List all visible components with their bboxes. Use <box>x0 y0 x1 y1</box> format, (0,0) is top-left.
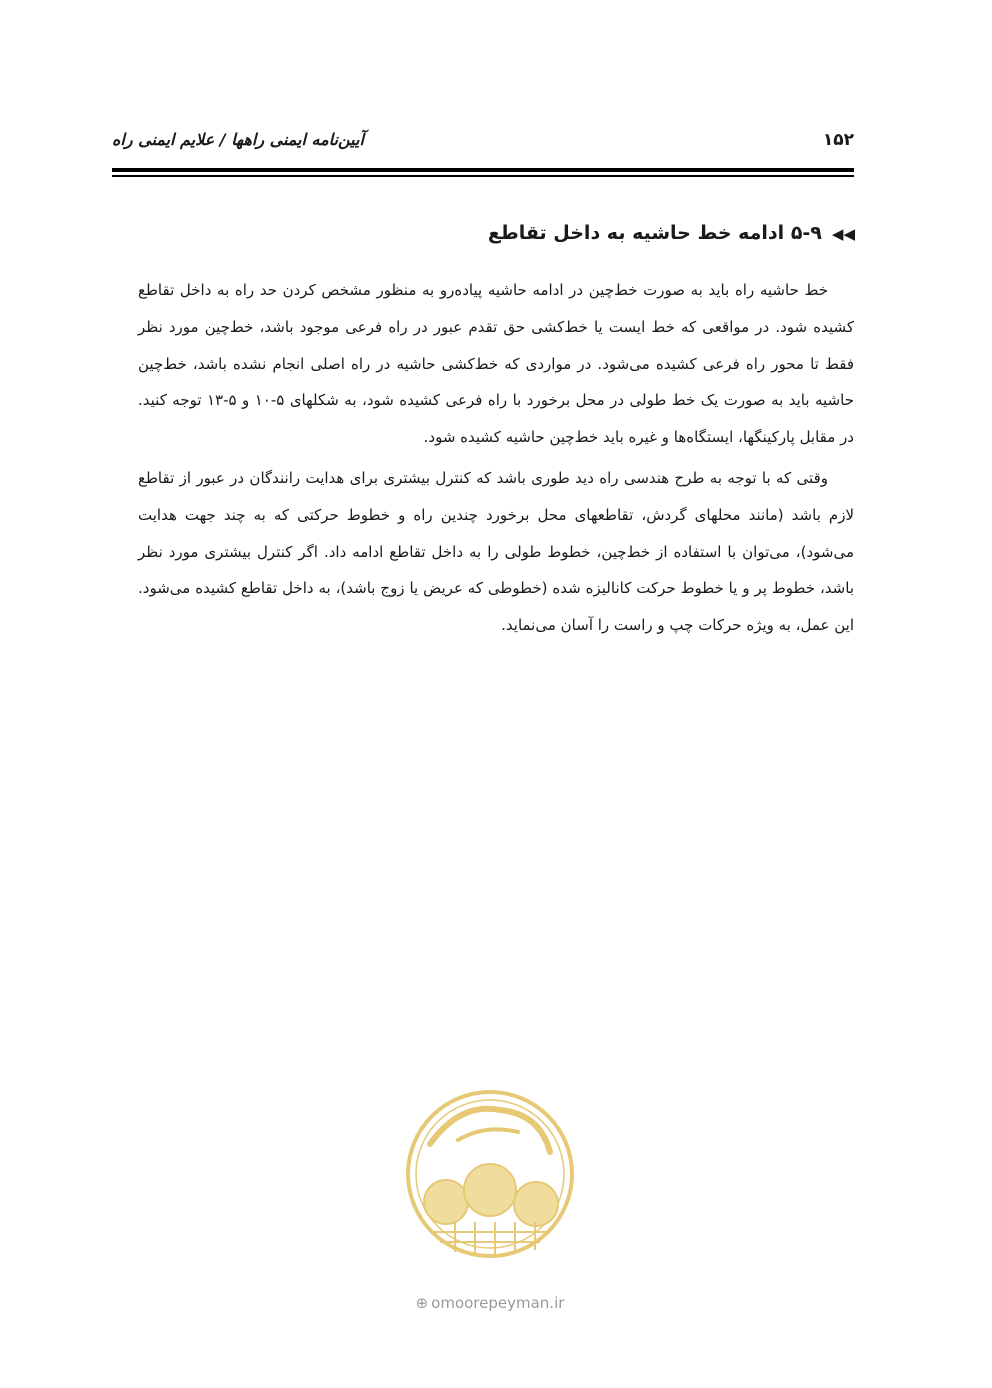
watermark-url <box>380 1294 600 1312</box>
header-rule-thin <box>112 175 854 177</box>
header-rule-thick <box>112 168 854 172</box>
page-header <box>112 124 854 164</box>
running-title: آیین‌نامه ایمنی راهها / علایم ایمنی راه <box>112 130 364 149</box>
section-title: ۵-۹ ادامه خط حاشیه به داخل تقاطع <box>487 222 822 244</box>
page-number: ۱۵۲ <box>822 130 854 150</box>
section-heading <box>488 222 855 244</box>
body-text <box>138 272 854 648</box>
paragraph-1: خط حاشیه راه باید به صورت خط‌چین در ادامه حاشیه پیاده‌رو به منظور مشخص کردن حد راه به داخل تقاطع کشیده شود. در مواقعی که خط ایست یا خط‌کشی حق تقدم عبور در راه فرعی موجود باشد، خط‌چین مورد نظر فقط تا محور راه فرعی کشیده می‌شود. در مواردی که خط‌کشی حاشیه در راه اصلی انجام نشده باشد، خط‌چین حاشیه باید به صورت یک خط طولی در محل برخورد با راه فرعی کشیده شود، به شکلهای ۵-۱۰ و ۵-۱۳ توجه کنید. در مقابل پارکینگها، ایستگاه‌ها و غیره باید خط‌چین حاشیه کشیده شود. <box>138 281 854 447</box>
double-arrow-icon: ◀◀ <box>831 225 855 243</box>
globe-icon: ⊕ <box>415 1294 429 1312</box>
watermark-url-text: omoorepeyman.ir <box>431 1294 565 1312</box>
paragraph-2: وقتی که با توجه به طرح هندسی راه دید طوری باشد که کنترل بیشتری برای هدایت رانندگان در عبور از تقاطع لازم باشد (مانند محلهای گردش، تقاطعهای محل برخورد چندین راه و خطوط حرکتی که به چند جهت هدایت می‌شود)، می‌توان با استفاده از خط‌چین، خطوط طولی را به داخل تقاطع ادامه داد. اگر کنترل بیشتری مورد نظر باشد، خطوط پر و یا خطوط حرکت کانالیزه شده (خطوطی که عریض یا زوج باشد)، به داخل تقاطع کشیده می‌شود. این عمل، به ویژه حرکات چپ و راست را آسان می‌نماید. <box>138 468 854 635</box>
watermark-logo <box>400 1082 580 1262</box>
